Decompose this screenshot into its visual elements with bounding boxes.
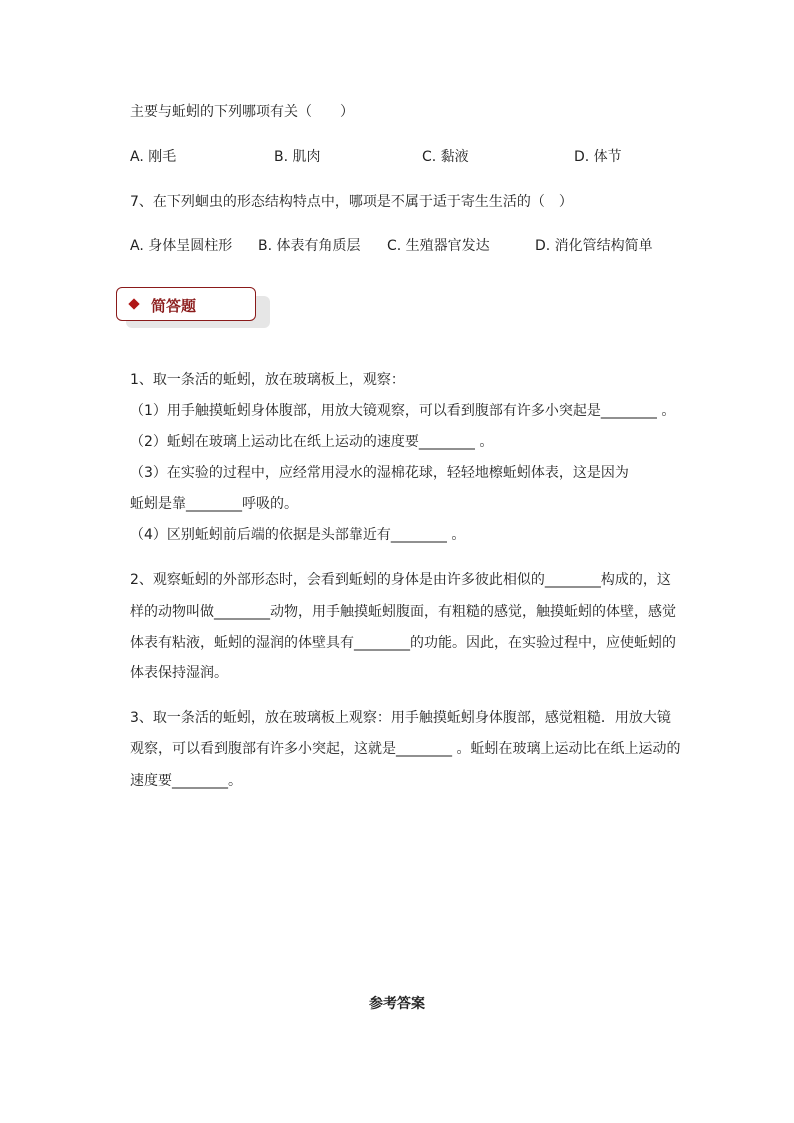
q7-option-a: A. 身体呈圆柱形 (130, 238, 233, 254)
q7-stem: 7、在下列蛔虫的形态结构特点中，哪项是不属于适于寄生生活的（ ） (130, 194, 573, 210)
q1-part-2: （2）蚯蚓在玻璃上运动比在纸上运动的速度要________ 。 (130, 434, 494, 450)
q1-part-3b: 蚯蚓是靠________呼吸的。 (130, 496, 298, 512)
q1-part-1: （1）用手触摸蚯蚓身体腹部，用放大镜观察，可以看到腹部有许多小突起是________ 。 (130, 403, 676, 419)
q6-stem-tail: 主要与蚯蚓的下列哪项有关（ ） (130, 104, 354, 120)
diamond-icon (128, 298, 139, 309)
q6-option-a: A. 刚毛 (130, 149, 177, 165)
q3-line-1: 3、取一条活的蚯蚓，放在玻璃板上观察：用手触摸蚯蚓身体腹部，感觉粗糙．用放大镜 (130, 710, 671, 726)
q7-option-c: C. 生殖器官发达 (387, 238, 490, 254)
q2-line-3: 体表有粘液，蚯蚓的湿润的体壁具有________的功能。因此，在实验过程中，应使蚯蚓的 (130, 635, 676, 651)
q7-option-b: B. 体表有角质层 (258, 238, 361, 254)
q2-line-2: 样的动物叫做________动物，用手触摸蚯蚓腹面，有粗糙的感觉，触摸蚯蚓的体壁，感觉 (130, 604, 676, 620)
section-title: 简答题 (151, 297, 197, 315)
q7-option-d: D. 消化管结构简单 (535, 238, 653, 254)
answer-heading: 参考答案 (369, 996, 425, 1012)
section-badge (116, 287, 256, 321)
q3-line-3: 速度要________。 (130, 773, 242, 789)
q1-stem: 1、取一条活的蚯蚓，放在玻璃板上，观察： (130, 372, 405, 388)
q1-part-3a: （3）在实验的过程中，应经常用浸水的湿棉花球，轻轻地檫蚯蚓体表，这是因为 (130, 465, 629, 481)
q3-line-2: 观察，可以看到腹部有许多小突起，这就是________ 。蚯蚓在玻璃上运动比在纸上运动的 (130, 741, 681, 757)
q6-option-b: B. 肌肉 (274, 149, 321, 165)
q2-line-4: 体表保持湿润。 (130, 665, 228, 681)
q2-line-1: 2、观察蚯蚓的外部形态时，会看到蚯蚓的身体是由许多彼此相似的________构成的，这 (130, 572, 671, 588)
q6-option-c: C. 黏液 (422, 149, 469, 165)
q1-part-4: （4）区别蚯蚓前后端的依据是头部靠近有________ 。 (130, 527, 466, 543)
q6-option-d: D. 体节 (574, 149, 622, 165)
